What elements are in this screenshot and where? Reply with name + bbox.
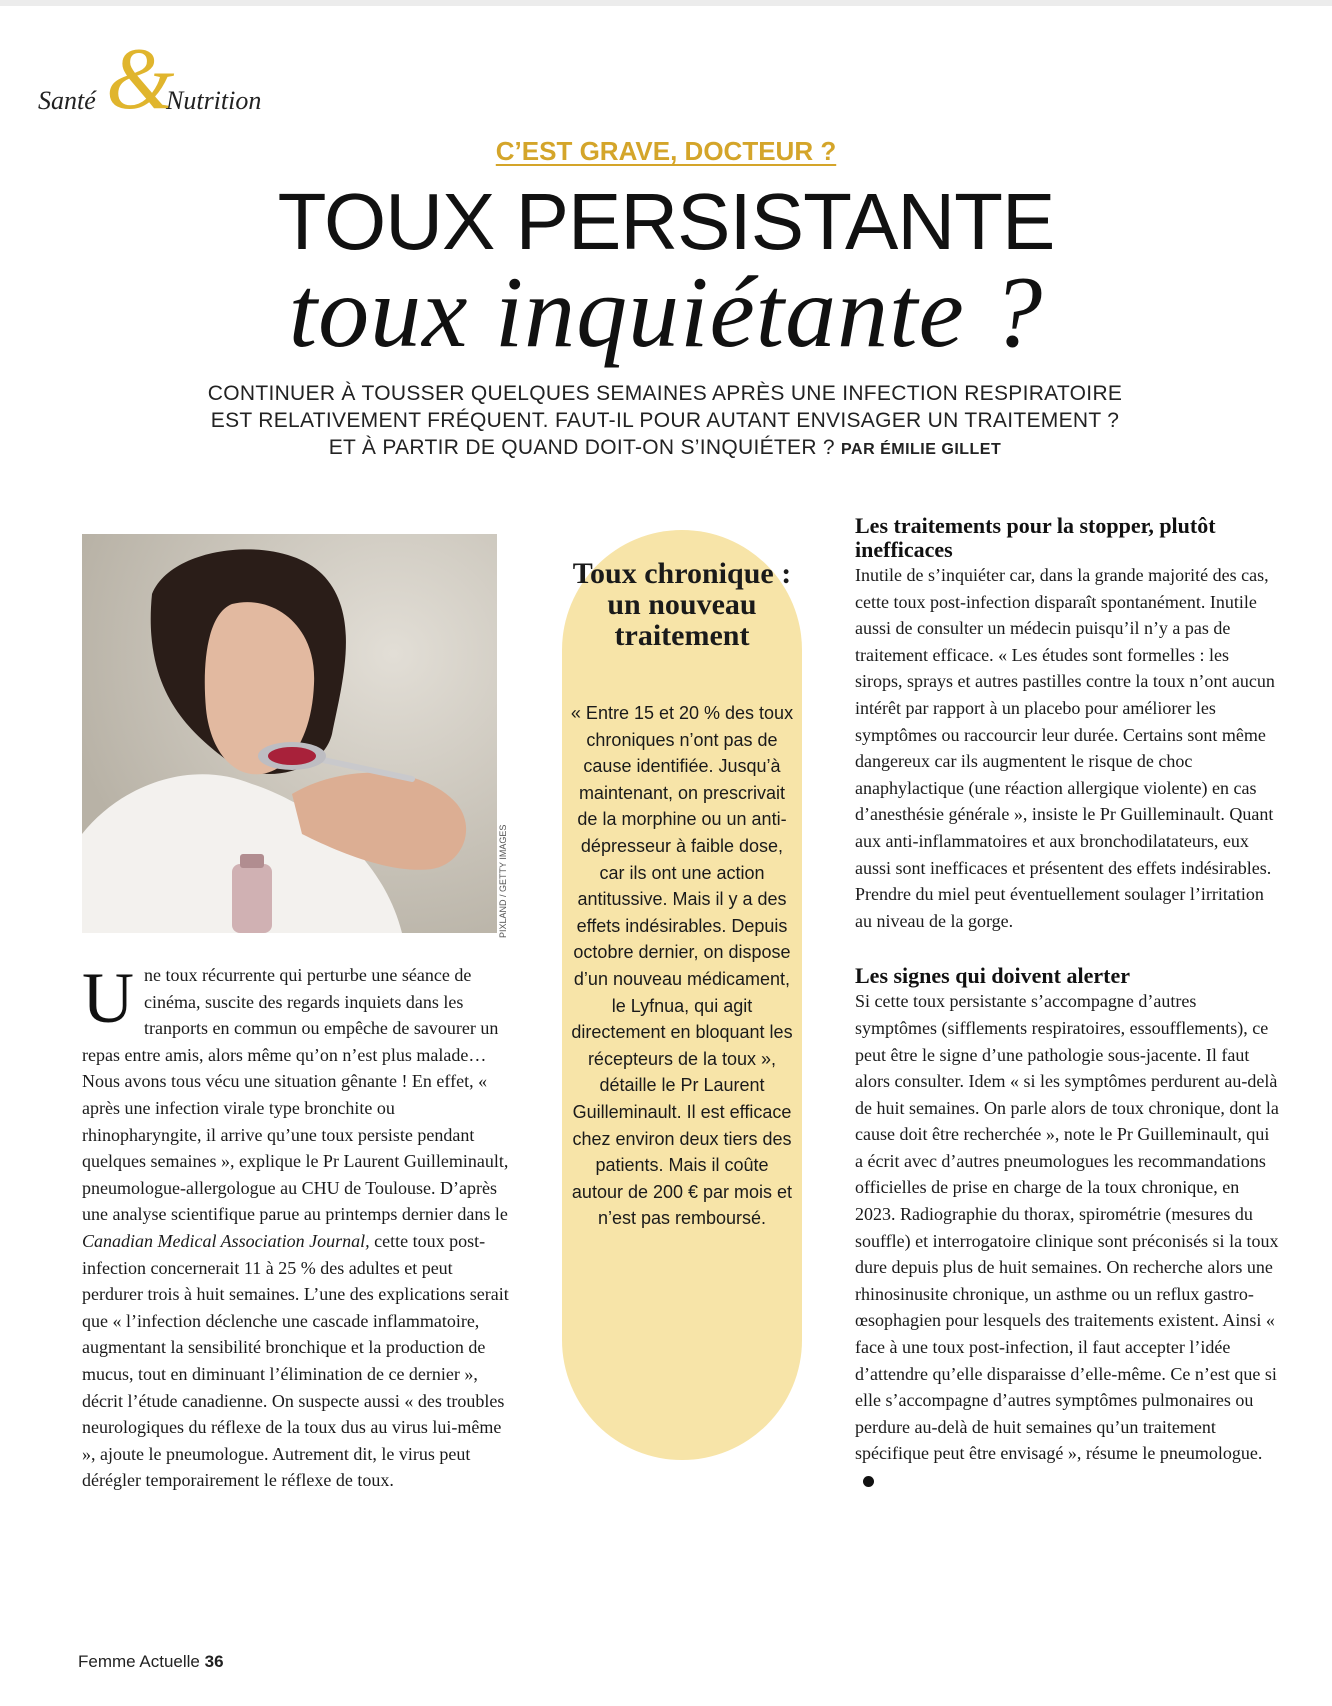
top-edge — [0, 0, 1332, 6]
section-rubric — [38, 31, 298, 128]
headline-line-1: TOUX PERSISTANTE — [277, 177, 1055, 266]
photo-credit: PIXLAND / GETTY IMAGES — [498, 824, 508, 938]
body-column-left — [82, 958, 512, 1494]
body-text-part-1: ne toux récurrente qui perturbe une séance de cinéma, suscite des regards inquiets dans les tranports en commun ou empêche de savourer un repas entre amis, alors même qu’on n’est plus malade… Nous avons tous vécu une situation gênante ! En effet, « après une infection virale type bronchite ou rhinopharyngite, il arrive qu’une toux persiste pendant quelques semaines », explique le Pr Laurent Guilleminault, pneumologue-allergologue au CHU de Toulouse. D’après une analyse scientifique parue au printemps dernier dans le — [82, 965, 509, 1225]
kicker: C’EST GRAVE, DOCTEUR ? — [495, 136, 837, 166]
byline: PAR ÉMILIE GILLET — [841, 441, 1002, 458]
end-mark-icon — [863, 1476, 874, 1487]
sidebar-text: « Entre 15 et 20 % des toux chroniques n’ont pas de cause identifiée. Jusqu’à maintenant, on prescrivait de la morphine ou un anti-dépresseur à faible dose, car ils ont une action antitussive. Mais il y a des effets indésirables. Depuis octobre dernier, on dispose d’un nouveau médicament, le Lyfnua, qui agit directement en bloquant les récepteurs de la toux », détaille le Pr Laurent Guilleminault. Il est efficace chez environ deux tiers des patients. Mais il coûte autour de 200 € par mois et n’est pas remboursé. — [570, 703, 794, 1229]
journal-name: Canadian Medical Association Journal, — [82, 1230, 370, 1251]
woman-taking-syrup-illustration — [82, 534, 497, 933]
body-text-part-2: cette toux post-infection concernerait 11 à 25 % des adultes et peut perdurer trois à huit semaines. L’une des explications serait que « l’infection déclenche une cascade inflammatoire, augmentant la sensibilité bronchique et la production de mucus, tout en diminuant l’élimination de ce dernier », décrit l’étude canadienne. On suspecte aussi « des troubles neurologiques du réflexe de la toux dus au virus lui-même », ajoute le pneumologue. Autrement dit, le virus peut dérégler temporairement le réflexe de toux. — [82, 1230, 509, 1491]
sidebar-box — [562, 530, 802, 1460]
standfirst — [150, 380, 1180, 463]
standfirst-line-3-text: ET À PARTIR DE QUAND DOIT-ON S’INQUIÉTER ? — [328, 436, 835, 459]
sidebar-title: Toux chronique : un nouveau traitement — [572, 557, 792, 652]
rubric-ampersand: & — [106, 31, 175, 128]
standfirst-line-3 — [150, 434, 1180, 463]
rubric-word-sante: Santé — [38, 86, 96, 115]
rubric-word-nutrition: Nutrition — [166, 86, 262, 115]
section-text-warning-signs — [855, 988, 1280, 1493]
magazine-name: Femme Actuelle — [78, 1652, 200, 1671]
headline-line-2: toux inquiétante ? — [288, 256, 1044, 369]
body-paragraph — [82, 958, 512, 1494]
drop-cap: U — [82, 958, 134, 1038]
section-text-treatments: Inutile de s’inquiéter car, dans la grande majorité des cas, cette toux post-infection disparaît spontanément. Inutile aussi de consulter un médecin puisqu’il n’y a pas de traitement efficace. « Les études sont formelles : les sirops, sprays et autres pastilles contre la toux n’ont aucun intérêt par rapport à un placebo pour améliorer les symptômes ou raccourcir leur durée. Certains sont même dangereux car ils augmentent le risque de choc anaphylactique (une réaction allergique violente) en cas d’anesthésie générale », insiste le Pr Guilleminault. Quant aux anti-inflammatoires et aux bronchodilatateurs, eux aussi sont inefficaces et présentent des effets indésirables. Prendre du miel peut éventuellement soulager l’irritation au niveau de la gorge. — [855, 565, 1275, 931]
standfirst-line-2: EST RELATIVEMENT FRÉQUENT. FAUT-IL POUR AUTANT ENVISAGER UN TRAITEMENT ? — [210, 409, 1120, 432]
page-folio — [78, 1652, 224, 1672]
section-heading-warning-signs: Les signes qui doivent alerter — [855, 963, 1130, 989]
standfirst-line-1: CONTINUER À TOUSSER QUELQUES SEMAINES APRÈS UNE INFECTION RESPIRATOIRE — [207, 382, 1123, 405]
body-column-right — [855, 514, 1280, 1494]
article-photo — [82, 534, 497, 933]
section-text-warning-signs-body: Si cette toux persistante s’accompagne d’autres symptômes (sifflements respiratoires, essoufflements), ce peut être le signe d’une pathologie sous-jacente. Il faut alors consulter. Idem « si les symptômes perdurent au-delà de huit semaines. On parle alors de toux chronique, dont la cause doit être recherchée », note le Pr Guilleminault, qui a écrit avec d’autres pneumologues les recommandations officielles de prise en charge de la toux chronique, en 2023. Radiographie du thorax, spirométrie (mesures du souffle) et interrogatoire clinique sont préconisés si la toux dure depuis plus de huit semaines. On recherche alors une rhinosinusite chronique, un asthme ou un reflux gastro-œsophagien pour lesquels des traitements existent. Ainsi « face à une toux post-infection, il faut accepter l’idée d’attendre qu’elle disparaisse d’elle-même. Ce n’est que si elle s’accompagne d’autres symptômes pulmonaires ou perdure au-delà de huit semaines qu’un traitement spécifique peut être envisagé », résume le pneumologue. — [855, 991, 1279, 1464]
page-number: 36 — [204, 1652, 224, 1671]
section-heading-treatments: Les traitements pour la stopper, plutôt inefficaces — [855, 513, 1216, 562]
